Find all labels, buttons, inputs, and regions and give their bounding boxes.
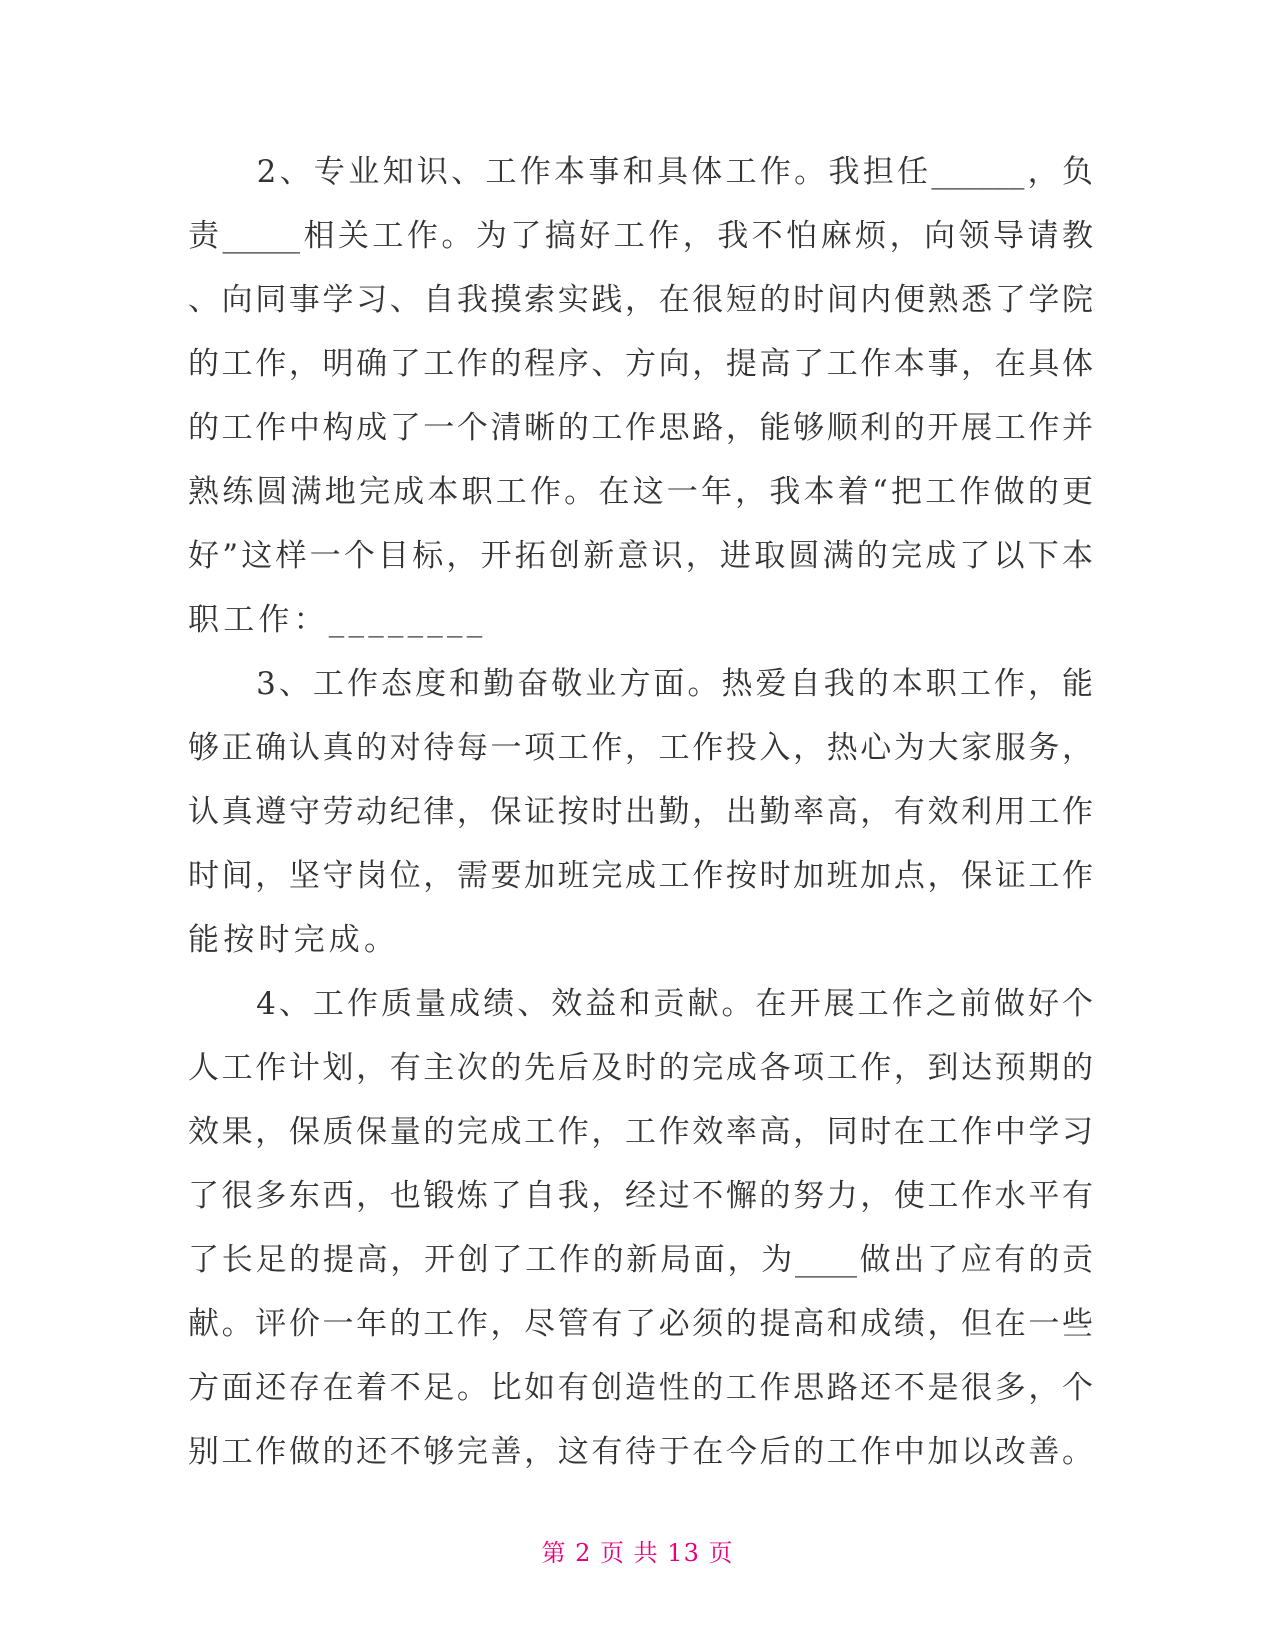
text-line: 别工作做的还不够完善，这有待于在今后的工作中加以改善。 [188, 1434, 1093, 1470]
text-line: 时间，坚守岗位，需要加班完成工作按时加班加点，保证工作 [188, 858, 1093, 894]
text-line: 责_____相关工作。为了搞好工作，我不怕麻烦，向领导请教 [188, 218, 1093, 254]
text-line: 能按时完成。 [188, 922, 400, 958]
text-line: 的工作，明确了工作的程序、方向，提高了工作本事，在具体 [188, 346, 1093, 382]
text-line: 3、工作态度和勤奋敬业方面。热爱自我的本职工作，能 [188, 666, 1093, 702]
page-number-footer: 第 2 页 共 13 页 [541, 1539, 734, 1567]
text-line: 熟练圆满地完成本职工作。在这一年，我本着“把工作做的更 [188, 474, 1093, 510]
text-line: 、向同事学习、自我摸索实践，在很短的时间内便熟悉了学院 [188, 282, 1093, 318]
document-body [188, 140, 1093, 1484]
text-line: 人工作计划，有主次的先后及时的完成各项工作，到达预期的 [188, 1050, 1093, 1086]
text-line: 了长足的提高，开创了工作的新局面，为____做出了应有的贡 [188, 1242, 1093, 1278]
text-line: 够正确认真的对待每一项工作，工作投入，热心为大家服务， [188, 730, 1093, 766]
text-line: 4、工作质量成绩、效益和贡献。在开展工作之前做好个 [188, 986, 1093, 1022]
text-line: 的工作中构成了一个清晰的工作思路，能够顺利的开展工作并 [188, 410, 1093, 446]
text-line: 2、专业知识、工作本事和具体工作。我担任______，负 [188, 154, 1093, 190]
text-line: 认真遵守劳动纪律，保证按时出勤，出勤率高，有效利用工作 [188, 794, 1093, 830]
text-line: 了很多东西，也锻炼了自我，经过不懈的努力，使工作水平有 [188, 1178, 1093, 1214]
text-line: 职工作：________ [188, 602, 487, 638]
text-line: 方面还存在着不足。比如有创造性的工作思路还不是很多，个 [188, 1370, 1093, 1406]
text-line: 献。评价一年的工作，尽管有了必须的提高和成绩，但在一些 [188, 1306, 1093, 1342]
text-line: 好”这样一个目标，开拓创新意识，进取圆满的完成了以下本 [188, 538, 1093, 574]
text-line: 效果，保质保量的完成工作，工作效率高，同时在工作中学习 [188, 1114, 1093, 1150]
